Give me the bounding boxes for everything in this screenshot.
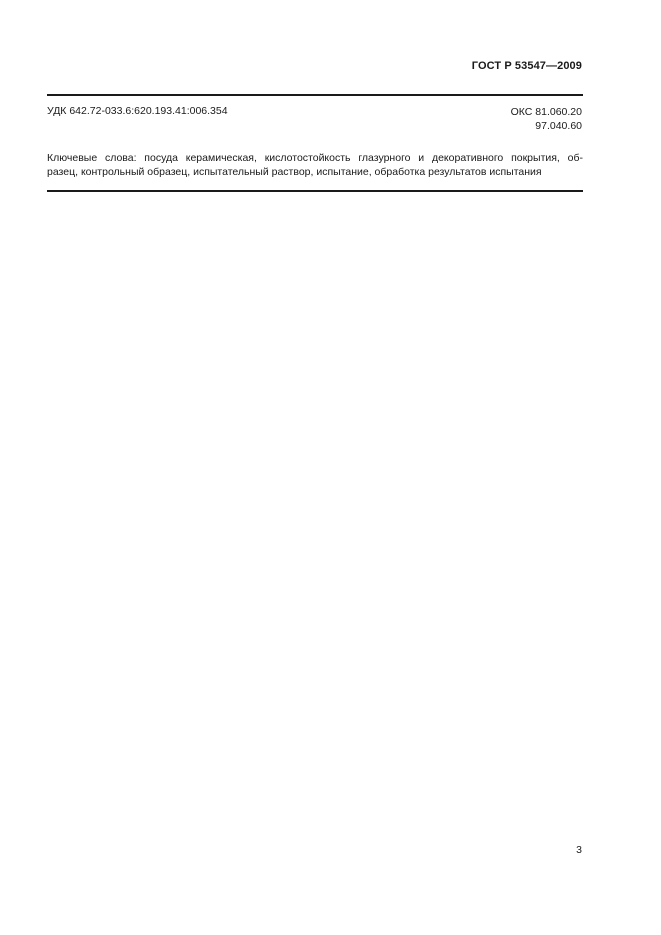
keywords-line-1: Ключевые слова: посуда керамическая, кислотостойкость глазурного и декоративного покрытия, об-: [47, 152, 583, 164]
oks-codes: [511, 105, 582, 133]
page-number: 3: [576, 844, 582, 856]
bottom-divider: [47, 190, 583, 192]
oks-code-2: 97.040.60: [535, 120, 582, 132]
keywords-line-2: разец, контрольный образец, испытательный раствор, испытание, обработка результатов испытания: [47, 166, 542, 178]
udk-code: УДК 642.72-033.6:620.193.41:006.354: [47, 105, 228, 117]
oks-code-1: ОКС 81.060.20: [510, 106, 582, 118]
keywords-block: [47, 151, 583, 179]
document-code: ГОСТ Р 53547—2009: [471, 60, 582, 72]
top-divider: [47, 94, 583, 96]
